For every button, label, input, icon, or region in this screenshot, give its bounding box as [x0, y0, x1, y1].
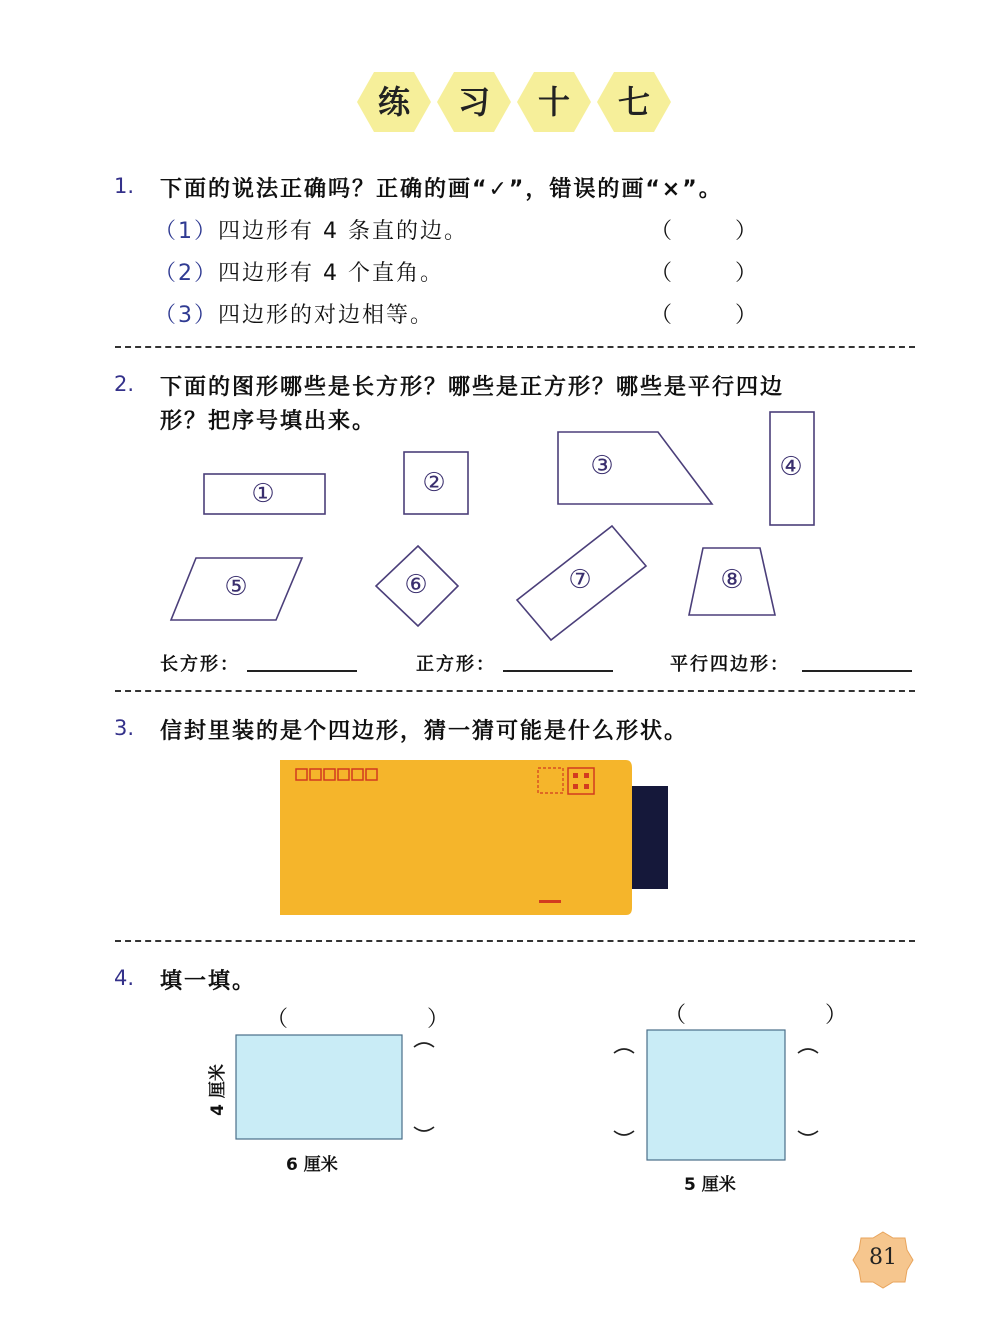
bracket-mark — [614, 1131, 634, 1135]
shape-5-label: ⑤ — [224, 572, 248, 602]
title-char: 习 — [457, 83, 490, 121]
q4-number: 4. — [114, 966, 135, 990]
q4-text: 填一填。 — [160, 969, 257, 994]
bracket-mark — [414, 1127, 434, 1131]
envelope — [280, 760, 668, 915]
postcode-mark — [539, 900, 561, 903]
q1-item-3-text: 四边形的对边相等。 — [218, 303, 435, 328]
page-number: 81 — [869, 1245, 897, 1270]
q4-right-bottom-label: 5 厘米 — [684, 1175, 736, 1195]
title-char: 练 — [377, 83, 410, 121]
q2-text-line1: 下面的图形哪些是长方形？哪些是正方形？哪些是平行四边 — [160, 375, 785, 400]
q4-left-bottom-label: 6 厘米 — [286, 1155, 338, 1175]
answer-blank-parallelogram[interactable] — [802, 670, 912, 672]
q1-item-3-number: （3） — [154, 303, 218, 328]
bracket-mark — [414, 1043, 434, 1047]
q1-item-3-answer-paren[interactable]: （ ） — [650, 303, 785, 328]
shape-8-label: ⑧ — [720, 565, 744, 595]
shape-2-label: ② — [422, 468, 446, 498]
q1-item-1-answer-paren[interactable]: （ ） — [650, 219, 785, 244]
title-char: 七 — [617, 83, 650, 121]
answer-blank-rectangle[interactable] — [247, 670, 357, 672]
q1-number: 1. — [114, 174, 135, 198]
answer-label-rectangle: 长方形： — [160, 654, 240, 675]
q3-text: 信封里装的是个四边形，猜一猜可能是什么形状。 — [160, 719, 689, 744]
q1-item-1-text: 四边形有 4 条直的边。 — [218, 219, 468, 244]
shape-6-label: ⑥ — [404, 570, 428, 600]
q1-text: 下面的说法正确吗？正确的画“✓”，错误的画“×”。 — [160, 177, 723, 202]
q4-rectangle — [236, 1035, 402, 1139]
shape-1-label: ① — [251, 479, 275, 509]
q1-item-2-number: （2） — [154, 261, 218, 286]
bracket-mark — [798, 1131, 818, 1135]
q4-right-top-paren[interactable]: （ ） — [664, 1003, 913, 1028]
q4-left-side-label: 4 厘米 — [208, 1064, 228, 1116]
q1-item-1-number: （1） — [154, 219, 218, 244]
answer-label-parallelogram: 平行四边形： — [670, 654, 790, 675]
bracket-mark — [614, 1049, 634, 1053]
q1-item-2-answer-paren[interactable]: （ ） — [650, 261, 785, 286]
title-char: 十 — [537, 83, 570, 121]
q4-square — [647, 1030, 785, 1160]
shape-3-label: ③ — [590, 451, 614, 481]
answer-blank-square[interactable] — [503, 670, 613, 672]
shape-3-trapezoid — [558, 432, 712, 504]
q2-text-line2: 形？把序号填出来。 — [160, 409, 377, 434]
answer-label-square: 正方形： — [416, 654, 496, 675]
envelope-body — [280, 760, 632, 915]
q3-number: 3. — [114, 716, 135, 740]
section-divider — [115, 690, 915, 692]
q2-number: 2. — [114, 372, 135, 396]
q1-item-2-text: 四边形有 4 个直角。 — [218, 261, 444, 286]
shape-4-label: ④ — [779, 452, 803, 482]
section-divider — [115, 940, 915, 942]
bracket-mark — [798, 1049, 818, 1053]
q4-left-top-paren[interactable]: （ ） — [266, 1007, 515, 1032]
shape-7-label: ⑦ — [568, 565, 592, 595]
